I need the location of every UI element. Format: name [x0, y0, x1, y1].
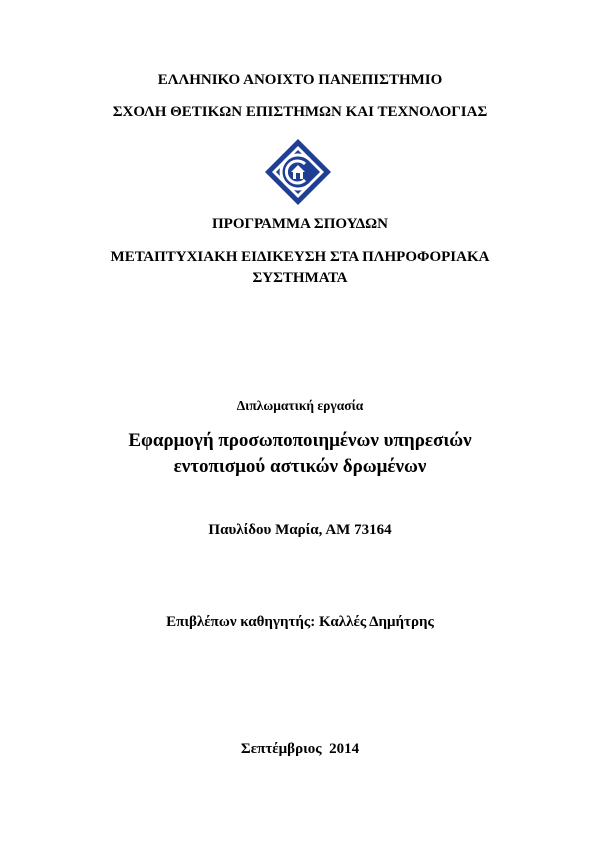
program-title: ΠΡΟΓΡΑΜΜΑ ΣΠΟΥΔΩΝ [212, 216, 388, 232]
specialization-line-1: ΜΕΤΑΠΤΥΧΙΑΚΗ ΕΙΔΙΚΕΥΣΗ ΣΤΑ ΠΛΗΡΟΦΟΡΙΑΚΑ [110, 249, 490, 265]
submission-date: Σεπτέμβριος 2014 [240, 741, 360, 757]
author-name: Παυλίδου Μαρία, ΑΜ 73164 [208, 522, 392, 538]
thesis-label: Διπλωματική εργασία [236, 398, 364, 413]
thesis-title-line-1: Εφαρμογή προσωποποιημένων υπηρεσιών [128, 430, 472, 451]
thesis-title-line-2: εντοπισμού αστικών δρωμένων [173, 456, 427, 477]
supervisor: Επιβλέπων καθηγητής: Καλλές Δημήτρης [166, 614, 434, 630]
university-name: ΕΛΛΗΝΙΚΟ ΑΝΟΙΧΤΟ ΠΑΝΕΠΙΣΤΗΜΙΟ [157, 72, 443, 88]
school-name: ΣΧΟΛΗ ΘΕΤΙΚΩΝ ΕΠΙΣΤΗΜΩΝ ΚΑΙ ΤΕΧΝΟΛΟΓΙΑΣ [112, 104, 488, 120]
university-emblem-icon [265, 139, 331, 205]
specialization-line-2: ΣΥΣΤΗΜΑΤΑ [252, 270, 348, 286]
